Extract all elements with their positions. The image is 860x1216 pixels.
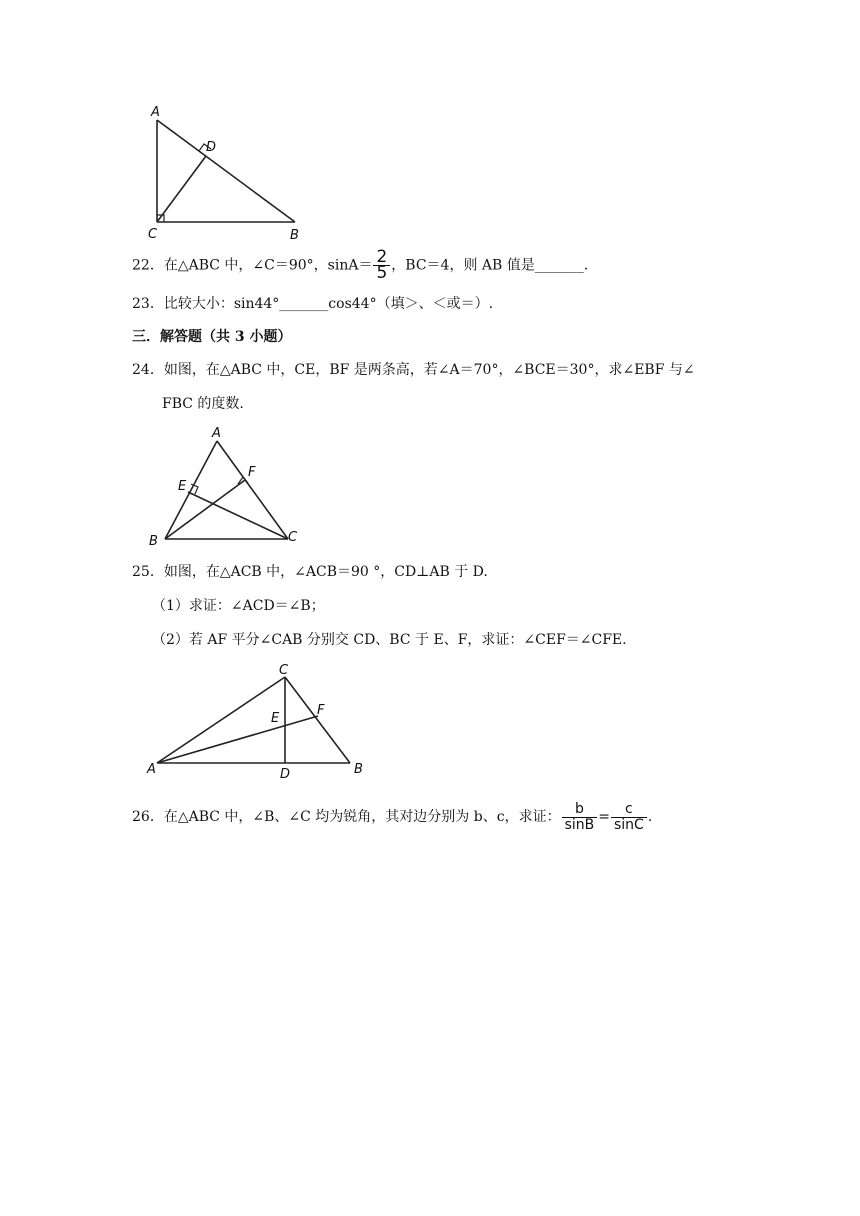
q22-suffix: ，BC＝4，则 AB 值是_______.	[391, 257, 589, 274]
q22-frac-num: 2	[373, 250, 390, 266]
label-b: B	[149, 534, 158, 549]
question-24-line2: FBC 的度数.	[162, 396, 244, 412]
q26-fraction-c	[611, 802, 647, 833]
label-d: D	[206, 140, 217, 155]
q26-prefix: 26．在△ABC 中，∠B、∠C 均为锐角，其对边分别为 b、c，求证：	[132, 809, 561, 825]
label-f: F	[248, 465, 256, 480]
question-25-part1: （1）求证：∠ACD＝∠B；	[152, 598, 325, 614]
question-25-line1: 25．如图，在△ACB 中，∠ACB＝90 °，CD⊥AB 于 D.	[132, 564, 488, 580]
label-e: E	[271, 711, 280, 726]
q22-frac-den: 5	[376, 263, 388, 283]
question-25-part2: （2）若 AF 平分∠CAB 分别交 CD、BC 于 E、F，求证：∠CEF＝∠CFE.	[152, 632, 627, 648]
question-22	[132, 247, 589, 283]
q22-prefix: 22．在△ABC 中，∠C＝90°，sinA＝	[132, 257, 373, 274]
q22-fraction	[373, 247, 390, 283]
q26-fraction-b	[562, 802, 598, 833]
label-b: B	[354, 762, 363, 777]
label-e: E	[178, 479, 187, 494]
figure-q24	[145, 424, 305, 549]
label-c: C	[279, 663, 289, 678]
figure-q25	[145, 660, 375, 782]
label-a: A	[151, 105, 160, 120]
label-c: C	[288, 530, 298, 545]
label-f: F	[317, 703, 325, 718]
question-23: 23．比较大小：sin44°_______cos44°（填＞、＜或＝）.	[132, 296, 494, 312]
label-a: A	[212, 426, 221, 441]
section-title: 三．解答题（共 3 小题）	[132, 329, 292, 345]
label-c: C	[148, 227, 158, 242]
label-a: A	[147, 762, 156, 777]
q26-equals: =	[598, 809, 610, 825]
q26-end: .	[647, 809, 653, 825]
question-26	[132, 800, 652, 834]
label-d: D	[280, 767, 291, 782]
q26-f2-num: c	[611, 802, 647, 818]
q26-f1-num: b	[562, 802, 598, 818]
figure-q21	[140, 100, 310, 245]
question-24-line1: 24．如图，在△ABC 中，CE，BF 是两条高，若∠A＝70°，∠BCE＝30°，求∠EBF 与∠	[132, 362, 695, 378]
q26-f1-den: sinB	[564, 816, 595, 833]
label-b: B	[290, 228, 299, 243]
q26-f2-den: sinC	[613, 816, 644, 833]
